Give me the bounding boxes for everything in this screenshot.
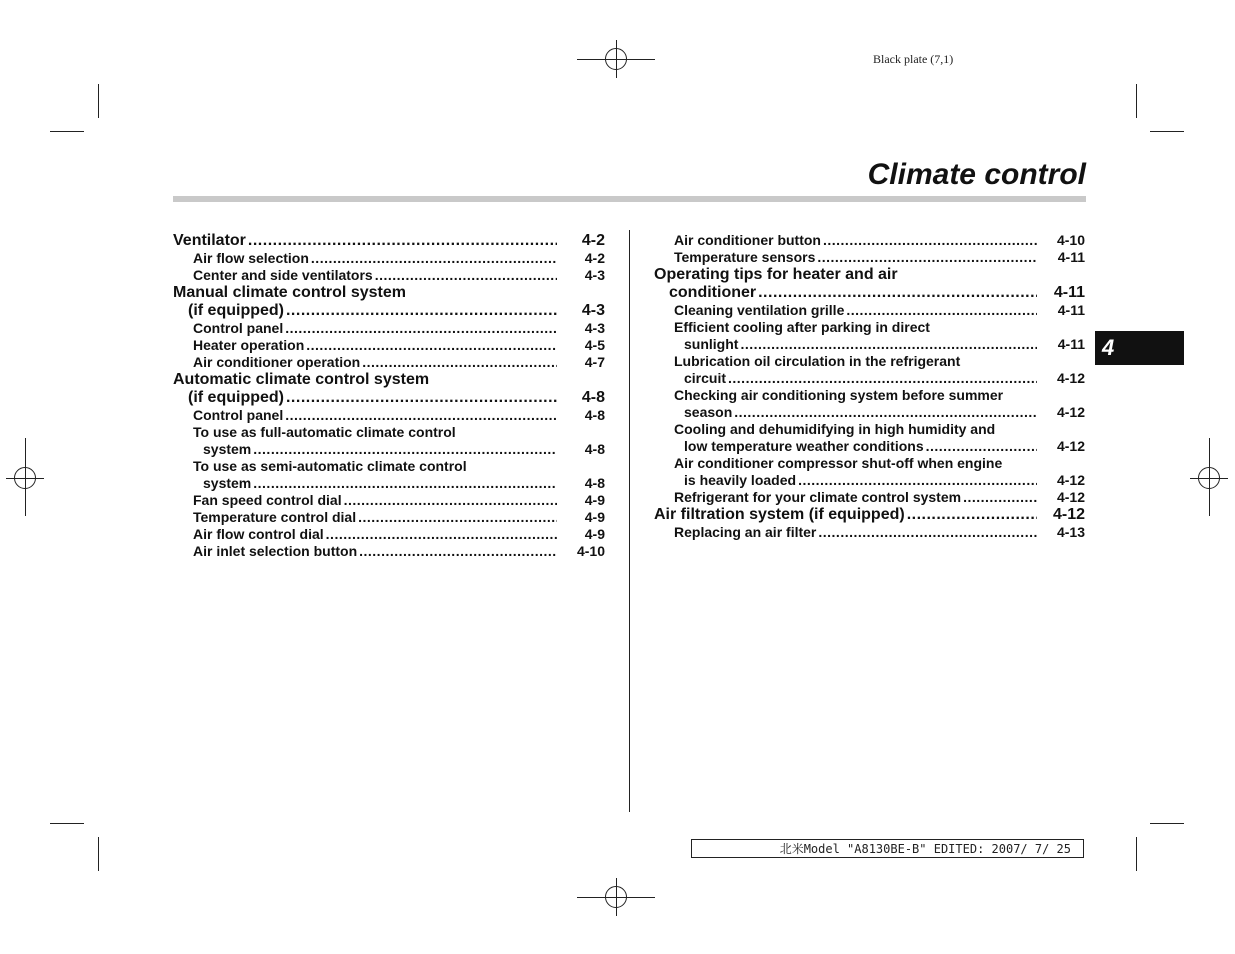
toc-entry-title-continuation: season [684,404,733,420]
crop-mark [1136,84,1137,118]
toc-entry[interactable] [173,424,605,458]
toc-page-number: 4-12 [1056,472,1085,488]
crop-mark [50,823,84,824]
toc-entry[interactable] [173,492,605,509]
toc-entry-title: Air inlet selection button [193,543,358,559]
crop-mark [98,84,99,118]
crop-mark [1150,131,1184,132]
dot-leader [798,472,1037,489]
toc-page-number: 4-10 [576,543,605,559]
toc-entry[interactable] [654,266,1085,302]
toc-entry-title: To use as full-automatic climate control [193,424,456,440]
dot-leader [248,232,557,250]
toc-page-number: 4-8 [581,389,605,406]
toc-left-column [173,232,605,560]
toc-entry[interactable] [173,337,605,354]
toc-entry-title: Cooling and dehumidifying in high humidity and [674,421,996,437]
registration-circle [14,467,36,489]
dot-leader [963,489,1037,506]
page-title: Climate control [867,158,1086,191]
toc-entry[interactable] [173,407,605,424]
toc-page-number: 4-9 [584,509,605,525]
toc-entry[interactable] [654,353,1085,387]
toc-entry-title: Cleaning ventilation grille [674,302,845,318]
toc-entry[interactable] [173,232,605,250]
toc-entry-title: Manual climate control system [173,284,406,301]
toc-page-number: 4-2 [584,250,605,266]
toc-page-number: 4-9 [584,492,605,508]
dot-leader [326,526,557,543]
toc-page-number: 4-12 [1056,489,1085,505]
toc-entry[interactable] [173,250,605,267]
dot-leader [818,524,1037,541]
dot-leader [375,267,557,284]
toc-entry-title: Operating tips for heater and air [654,266,898,283]
dot-leader [362,354,557,371]
edit-stamp: 北米Model "A8130BE-B" EDITED: 2007/ 7/ 25 [691,839,1084,858]
toc-page-number: 4-8 [584,407,605,423]
toc-entry[interactable] [173,267,605,284]
crop-mark [98,837,99,871]
dot-leader [253,441,557,458]
dot-leader [359,543,557,560]
toc-page-number: 4-8 [584,441,605,457]
dot-leader [734,404,1037,421]
dot-leader [728,370,1037,387]
toc-entry-title-continuation: system [203,475,252,491]
toc-entry-title: Air conditioner button [674,232,821,248]
toc-entry-title: Efficient cooling after parking in direct [674,319,930,335]
dot-leader [817,249,1037,266]
dot-leader [758,284,1037,302]
toc-entry-title: Center and side ventilators [193,267,373,283]
toc-entry[interactable] [654,489,1085,506]
toc-entry[interactable] [654,524,1085,541]
toc-entry[interactable] [173,371,605,407]
dot-leader [907,506,1037,524]
toc-page-number: 4-11 [1053,284,1085,301]
toc-page-number: 4-11 [1057,302,1085,318]
toc-entry[interactable] [654,232,1085,249]
toc-entry-title: To use as semi-automatic climate control [193,458,467,474]
toc-page-number: 4-11 [1057,336,1085,352]
toc-entry-title-continuation: sunlight [684,336,739,352]
toc-page-number: 4-3 [581,302,605,319]
toc-entry[interactable] [654,249,1085,266]
toc-entry-title-continuation: conditioner [669,284,757,301]
dot-leader [358,509,557,526]
toc-entry[interactable] [654,302,1085,319]
title-rule [173,196,1086,202]
toc-entry-title: Temperature control dial [193,509,357,525]
toc-page-number: 4-9 [584,526,605,542]
toc-entry[interactable] [654,319,1085,353]
toc-page-number: 4-12 [1052,506,1085,523]
toc-entry-title: Checking air conditioning system before summer [674,387,1004,403]
toc-entry-title: Air conditioner operation [193,354,361,370]
toc-entry[interactable] [173,458,605,492]
toc-entry[interactable] [173,354,605,371]
toc-page-number: 4-12 [1056,370,1085,386]
chapter-tab[interactable]: 4 [1095,331,1184,365]
toc-entry[interactable] [654,421,1085,455]
toc-entry[interactable] [173,320,605,337]
toc-entry-title: Replacing an air filter [674,524,817,540]
toc-entry-title-continuation: circuit [684,370,727,386]
toc-entry-title-continuation: is heavily loaded [684,472,797,488]
toc-entry-title: Air flow selection [193,250,309,266]
dot-leader [846,302,1037,319]
toc-page-number: 4-13 [1056,524,1085,540]
toc-page-number: 4-12 [1056,404,1085,420]
toc-entry-title: Lubrication oil circulation in the refrigerant [674,353,961,369]
toc-entry-title: Heater operation [193,337,305,353]
toc-page-number: 4-3 [584,267,605,283]
dot-leader [306,337,557,354]
toc-entry-title: Air flow control dial [193,526,324,542]
dot-leader [311,250,557,267]
toc-entry[interactable] [654,455,1085,489]
toc-entry-title: Refrigerant for your climate control system [674,489,962,505]
toc-entry[interactable] [173,284,605,320]
toc-entry[interactable] [654,506,1085,524]
toc-entry-title-continuation: (if equipped) [188,302,284,319]
toc-entry-title: Control panel [193,407,284,423]
crop-mark [1136,837,1137,871]
dot-leader [253,475,557,492]
dot-leader [286,389,557,407]
toc-page-number: 4-2 [581,232,605,249]
toc-entry-title: Ventilator [173,232,246,249]
toc-entry[interactable] [173,509,605,526]
toc-entry-title-continuation: system [203,441,252,457]
crop-mark [1150,823,1184,824]
dot-leader [344,492,557,509]
dot-leader [926,438,1037,455]
toc-entry-title: Control panel [193,320,284,336]
toc-entry-title: Air conditioner compressor shut-off when engine [674,455,1003,471]
dot-leader [285,407,557,424]
toc-entry-title-continuation: (if equipped) [188,389,284,406]
toc-page-number: 4-11 [1057,249,1085,265]
column-divider [629,230,630,812]
toc-page-number: 4-12 [1056,438,1085,454]
toc-entry[interactable] [173,526,605,543]
toc-entry-title-continuation: low temperature weather conditions [684,438,924,454]
registration-circle [1198,467,1220,489]
toc-page-number: 4-3 [584,320,605,336]
toc-page-number: 4-8 [584,475,605,491]
toc-entry-title: Temperature sensors [674,249,816,265]
registration-circle [605,48,627,70]
dot-leader [285,320,557,337]
toc-page-number: 4-10 [1056,232,1085,248]
toc-entry[interactable] [654,387,1085,421]
toc-page-number: 4-5 [584,337,605,353]
plate-label: Black plate (7,1) [873,52,954,66]
toc-page-number: 4-7 [584,354,605,370]
dot-leader [286,302,557,320]
registration-circle [605,886,627,908]
toc-entry-title: Fan speed control dial [193,492,342,508]
toc-entry[interactable] [173,543,605,560]
dot-leader [740,336,1037,353]
toc-entry-title: Automatic climate control system [173,371,430,388]
crop-mark [50,131,84,132]
dot-leader [823,232,1037,249]
toc-entry-title: Air filtration system (if equipped) [654,506,905,523]
toc-right-column [654,232,1085,541]
